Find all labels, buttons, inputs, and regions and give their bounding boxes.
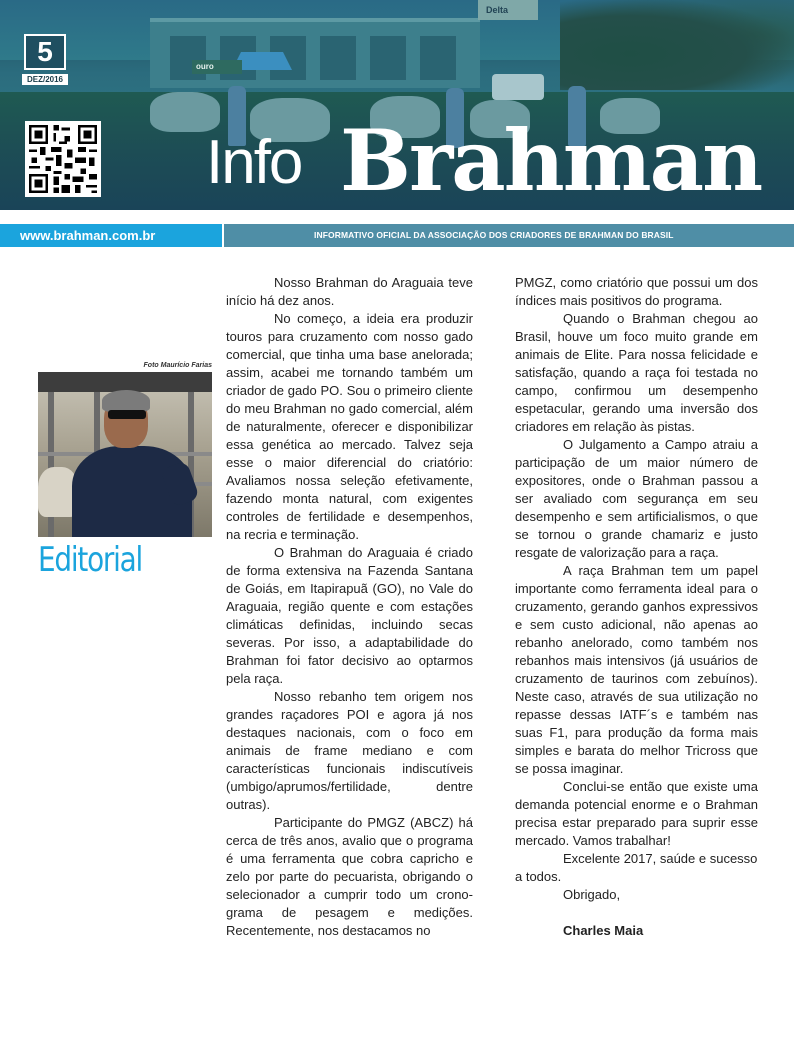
header-truck — [492, 74, 544, 100]
editorial-photo — [38, 372, 212, 537]
tagline: INFORMATIVO OFICIAL DA ASSOCIAÇÃO DOS CRIADORES DE BRAHMAN DO BRASIL — [224, 224, 794, 247]
paragraph: A raça Brahman tem um papel importante como ferramenta ideal para o cruzamento, gerando ganhos expressivos e sem custo adicional, não apenas ao rebanho anelorado, como também nos rebanhos mais intensivos (já usuários de cruzamento de taurinos com zebuínos). Neste caso, através de sua utilização no repasse dessas IATF´s e também nas suas F1, para produção da forma mais simples e barata do melhor Tricross que se possa imaginar. — [515, 563, 758, 776]
paragraph: Nosso rebanho tem origem nos grandes raçadores POI e agora já nos destaques nacionais, com o foco em animais de frame mediano e com características funcionais indiscutíveis (umbigo/aprumos/fertilidade, dentre outras). — [226, 689, 473, 812]
text-column-1 — [226, 274, 473, 940]
issue-date: DEZ/2016 — [22, 74, 68, 85]
closing-thanks: Obrigado, — [563, 887, 621, 902]
closing-wishes: Excelente 2017, saúde e sucesso a todos. — [515, 851, 758, 884]
issue-number: 5 — [24, 34, 66, 70]
website-link[interactable]: www.brahman.com.br — [0, 224, 222, 247]
section-title-editorial: Editorial — [38, 540, 143, 580]
header-building — [150, 18, 480, 88]
paragraph: Participante do PMGZ (ABCZ) há cerca de três anos, avalio que o programa é uma ferramenta que cobra capricho e zelo por parte do pecuarista, obrigando o selecionador a cumprir todo um crono-grama de pesagem e medições. Recentemente, nos destacamos no — [226, 815, 473, 938]
title-brahman: Brahman — [340, 111, 762, 210]
delta-sign: Delta — [478, 0, 538, 20]
paragraph: O Brahman do Araguaia é criado de forma extensiva na Fazenda Santana de Goiás, em Itapirapuã (GO), no Vale do Araguaia, região quente e com estações climáticas definidas, incluindo secas severas. Por isso, a adaptabilidade do Brahman foi fator decisivo ao optarmos pela raça. — [226, 545, 473, 686]
text-column-2 — [515, 274, 758, 940]
photo-credit: Foto Maurício Farias — [143, 362, 212, 369]
paragraph: Nosso Brahman do Araguaia teve início há dez anos. — [226, 275, 473, 308]
signature: Charles Maia — [563, 923, 644, 938]
paragraph: O Julgamento a Campo atraiu a participação de um maior número de expositores, onde o Brahman passou a ser avaliado com segurança em seu desempenho e sem artificialismos, o que se tornou o grande chamariz e justo resgate de valorização para a raça. — [515, 437, 758, 560]
paragraph-continuation: PMGZ, como criatório que possui um dos índices mais positivos do programa. — [515, 275, 758, 308]
header-cattle — [150, 92, 220, 132]
paragraph: Conclui-se então que existe uma demanda potencial enorme e o Brahman precisa estar preparado para suprir esse mercado. Vamos trabalhar! — [515, 779, 758, 848]
paragraph: No começo, a ideia era produzir touros para cruzamento com nosso gado comercial, que tinha uma base anelorada; assim, acabei me tornando também um criador de gado PO. Sou o primeiro cliente do meu Brahman no gado comercial, além de naturalmente, oferecer e disponibilizar essa genética ao mercado. Talvez seja esse o maior diferencial do criatório: Avaliamos nossa seleção efetivamente, fazendo monta natural, com exigentes controles de fertilidade e desempenhos, na recria e terminação. — [226, 311, 473, 542]
paragraph: Quando o Brahman chegou ao Brasil, houve um foco muito grande em animais de Elite. Para nossa felicidade e satisfação, quando a raça foi testada no campo, confirmou um desempenho espetacular, gerando uma inversão dos criadores em relação às pistas. — [515, 311, 758, 434]
qr-code-icon — [25, 121, 101, 197]
header-trees — [560, 0, 794, 90]
ouro-sign: ouro — [192, 60, 242, 74]
title-info: Info — [206, 128, 302, 197]
